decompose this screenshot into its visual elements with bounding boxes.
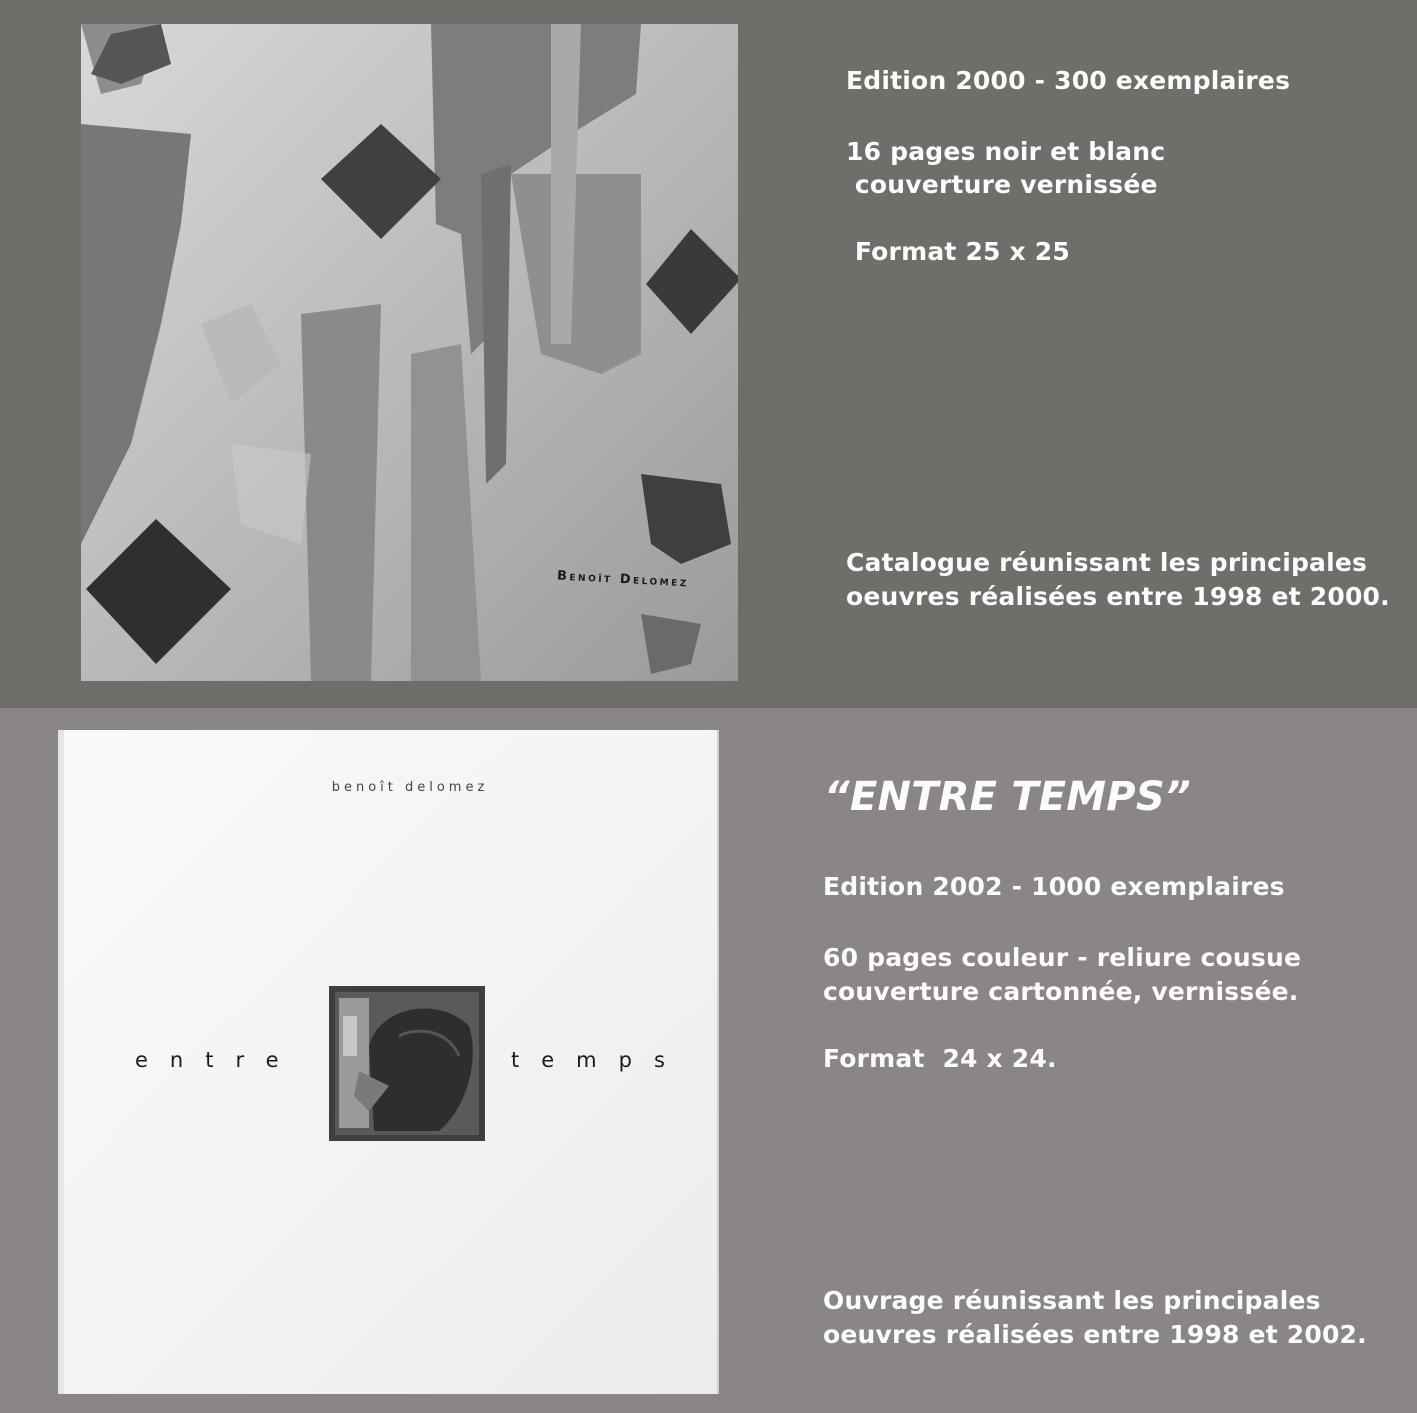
book-cover-image-2 — [58, 730, 719, 1394]
book1-details — [846, 66, 1290, 95]
book1-format: Format 25 x 25 — [846, 237, 1070, 266]
cover-artwork — [329, 986, 485, 1141]
book2-edition: Edition 2002 - 1000 exemplaires — [823, 872, 1285, 901]
cover-title-right: temps — [511, 1048, 687, 1072]
book1-pages — [846, 135, 1165, 201]
cover-title-left: entre — [135, 1048, 301, 1072]
cover-author-name: Benoît Delomez — [556, 568, 690, 591]
book1-desc-line2: oeuvres réalisées entre 1998 et 2000. — [846, 582, 1390, 611]
book2-title-block — [824, 774, 1191, 820]
book1-desc-line1: Catalogue réunissant les principales — [846, 548, 1368, 577]
book1-description — [846, 546, 1390, 614]
book2-description — [823, 1284, 1367, 1352]
book2-format: Format 24 x 24. — [823, 1044, 1057, 1073]
book2-pages-line2: couverture cartonnée, vernissée. — [823, 977, 1299, 1006]
bottom-section — [0, 708, 1417, 1413]
book2-desc-line2: oeuvres réalisées entre 1998 et 2002. — [823, 1320, 1367, 1349]
book2-title: “ENTRE TEMPS” — [824, 774, 1191, 820]
book1-pages-line1: 16 pages noir et blanc — [846, 137, 1166, 166]
book2-edition-block — [823, 872, 1285, 901]
cover-author-name: benoît delomez — [331, 780, 489, 795]
book2-pages — [823, 941, 1301, 1009]
book-cover-image-1 — [81, 24, 738, 681]
book-spine — [58, 730, 64, 1394]
book2-format-block — [823, 1044, 1057, 1073]
artwork-illustration — [329, 986, 485, 1141]
book1-edition: Edition 2000 - 300 exemplaires — [846, 66, 1291, 95]
book1-format-block — [846, 237, 1070, 266]
book2-pages-line1: 60 pages couleur - reliure cousue — [823, 943, 1302, 972]
book2-desc-line1: Ouvrage réunissant les principales — [823, 1286, 1321, 1315]
book1-pages-line2: couverture vernissée — [846, 170, 1158, 199]
